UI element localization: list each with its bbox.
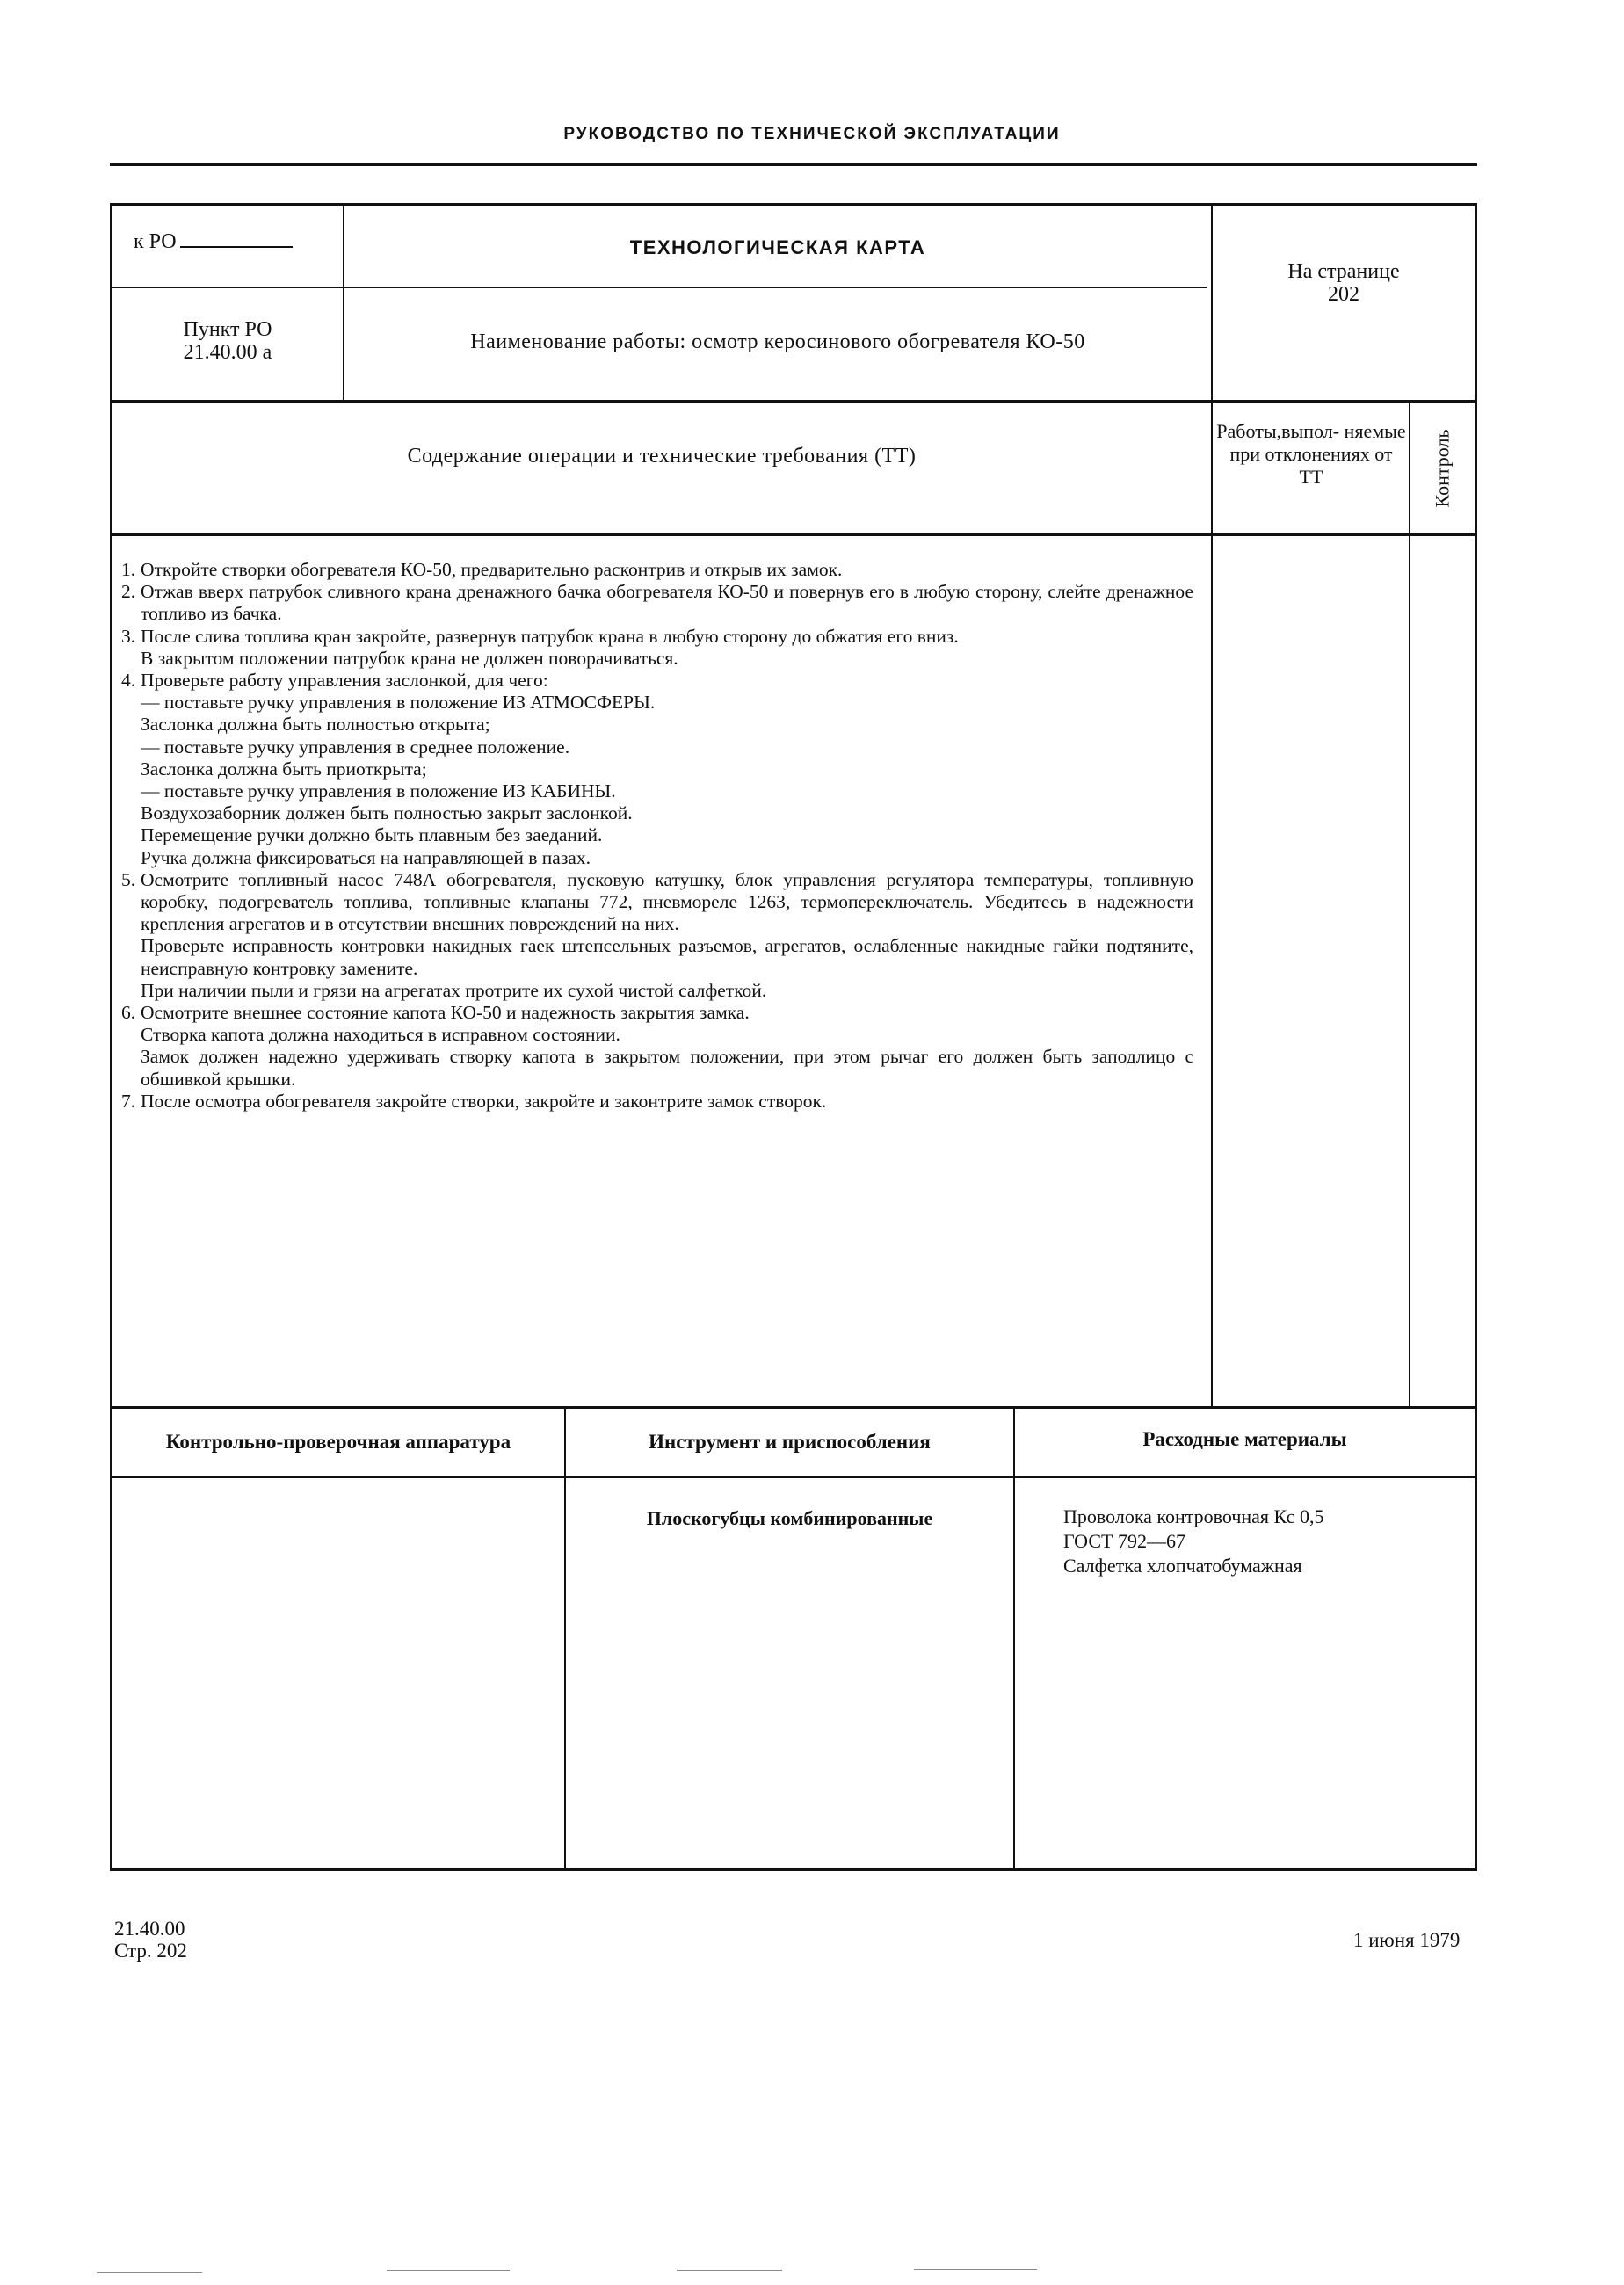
to-po-blank: [180, 246, 293, 248]
operation-line: Заслонка должна быть приоткрыта;: [141, 758, 427, 780]
footer-code-block: [114, 1918, 187, 1962]
table-row4-divider: [110, 1406, 1477, 1409]
operation-line: В закрытом положении патрубок крана не должен поворачиваться.: [141, 647, 678, 669]
scan-artifact-line: [677, 2270, 782, 2271]
table-col-divider-a: [343, 203, 344, 402]
page-ref: [1213, 260, 1475, 306]
materials-list: [1063, 1505, 1323, 1578]
col-header-materials: Расходные материалы: [1142, 1428, 1347, 1450]
col-header-control: [1410, 403, 1475, 533]
operation-number: 1.: [121, 559, 136, 580]
operation-line: После осмотра обогревателя закройте створки, закройте и законтрите замок створок.: [141, 1090, 827, 1112]
operation-line: Проверьте исправность контровки накидных гаек штепсельных разъемов, агрегатов, ослабленные накидные гайки подтяните, неисправную контровку замените.: [141, 935, 1193, 979]
operation-line: — поставьте ручку управления в положение ИЗ АТМОСФЕРЫ.: [141, 692, 656, 714]
page-ref-label: На странице: [1287, 260, 1400, 283]
operation-number: 5.: [121, 868, 136, 890]
table-bottom-border: [110, 1868, 1477, 1871]
punkt-label: Пункт РО: [183, 318, 272, 341]
operation-line: Ручка должна фиксироваться на направляющей в пазах.: [141, 846, 591, 868]
footer-code: 21.40.00: [114, 1918, 185, 1940]
operation-line: Замок должен надежно удерживать створку капота в закрытом положении, при этом рычаг его должен быть заподлицо с обшивкой крышки.: [141, 1046, 1193, 1090]
to-po-text: к РО: [134, 230, 177, 253]
operation-line: При наличии пыли и грязи на агрегатах протрите их сухой чистой салфеткой.: [141, 979, 767, 1001]
tool-item: Плоскогубцы комбинированные: [646, 1507, 933, 1529]
scan-artifact-line: [914, 2269, 1037, 2270]
col-header-apparatus: Контрольно-проверочная аппаратура: [165, 1431, 511, 1453]
table-row2-divider: [110, 400, 1477, 403]
table-row3-divider: [110, 533, 1477, 536]
running-header: РУКОВОДСТВО ПО ТЕХНИЧЕСКОЙ ЭКСПЛУАТАЦИИ: [563, 125, 1061, 143]
table-row1-divider: [110, 287, 1207, 288]
operation-number: 4.: [121, 670, 136, 692]
operation-item: [121, 869, 1193, 1002]
operation-line: — поставьте ручку управления в среднее положение.: [141, 736, 570, 758]
tools-list: [566, 1506, 1013, 1530]
table-col-divider-e: [1013, 1406, 1015, 1870]
table-right-border: [1475, 203, 1477, 1871]
material-item: Салфетка хлопчатобумажная: [1063, 1555, 1302, 1577]
operations-list: [121, 559, 1193, 1113]
operation-item: [121, 1091, 1193, 1113]
operation-number: 3.: [121, 625, 136, 647]
col-header-content: Содержание операции и технические требования (ТТ): [407, 445, 917, 468]
scan-artifact-line: [387, 2270, 510, 2271]
operation-line: Осмотрите внешнее состояние капота КО-50 и надежность закрытия замка.: [141, 1002, 750, 1024]
operation-line: Откройте створки обогревателя КО-50, предварительно расконтрив и открыв их замок.: [141, 559, 843, 580]
table-col-divider-c: [1409, 400, 1410, 1408]
operation-line: Перемещение ручки должно быть плавным без заеданий.: [141, 824, 603, 846]
punkt-value: 21.40.00 а: [183, 341, 272, 364]
footer-date: 1 июня 1979: [1353, 1929, 1461, 1951]
operation-line: После слива топлива кран закройте, развернув патрубок крана в любую сторону до обжатия его вниз.: [141, 625, 959, 647]
operation-item: [121, 626, 1193, 670]
table-row5-divider: [110, 1476, 1477, 1478]
col-header-deviations: Работы,выпол- няемые при отклонениях от ТТ: [1216, 420, 1406, 488]
table-col-divider-d: [564, 1406, 566, 1870]
work-name: Наименование работы: осмотр керосинового обогревателя КО-50: [470, 330, 1085, 353]
operation-line: Осмотрите топливный насос 748А обогревателя, пусковую катушку, блок управления регулятора температуры, топливную коробку, подогреватель топлива, топливные клапаны 772, пневмореле 1263, термопереключатель. Убедитесь в надежности крепления агрегатов и в отсутствии внешних повреждений на них.: [141, 868, 1193, 935]
operation-line: Заслонка должна быть полностью открыта;: [141, 714, 490, 736]
scan-artifact-line: [97, 2272, 202, 2273]
material-item: Проволока контровочная Кс 0,5: [1063, 1505, 1324, 1527]
punkt-ro: [112, 318, 343, 364]
header-rule: [110, 163, 1477, 166]
operation-line: Створка капота должна находиться в исправном состоянии.: [141, 1024, 620, 1046]
operation-number: 6.: [121, 1002, 136, 1024]
operation-line: — поставьте ручку управления в положение ИЗ КАБИНЫ.: [141, 780, 616, 802]
operation-line: Воздухозаборник должен быть полностью закрыт заслонкой.: [141, 802, 633, 824]
col-header-control-text: Контроль: [1431, 429, 1454, 507]
footer-page: Стр. 202: [114, 1940, 187, 1962]
col-header-tools: Инструмент и приспособления: [649, 1431, 931, 1453]
to-po-label: [134, 230, 293, 254]
operation-item: [121, 670, 1193, 869]
page-ref-value: 202: [1328, 283, 1359, 306]
operation-line: Отжав вверх патрубок сливного крана дренажного бачка обогревателя КО-50 и повернув его в любую сторону, слейте дренажное топливо из бачка.: [141, 581, 1193, 625]
operation-number: 2.: [121, 581, 136, 603]
operation-line: Проверьте работу управления заслонкой, для чего:: [141, 670, 548, 692]
card-title: ТЕХНОЛОГИЧЕСКАЯ КАРТА: [629, 236, 926, 258]
operation-number: 7.: [121, 1090, 136, 1112]
table-col-divider-b: [1211, 203, 1213, 1408]
operation-item: [121, 1002, 1193, 1091]
operation-item: [121, 581, 1193, 625]
table-top-border: [110, 203, 1477, 206]
material-item: ГОСТ 792—67: [1063, 1530, 1185, 1552]
operation-item: [121, 559, 1193, 581]
